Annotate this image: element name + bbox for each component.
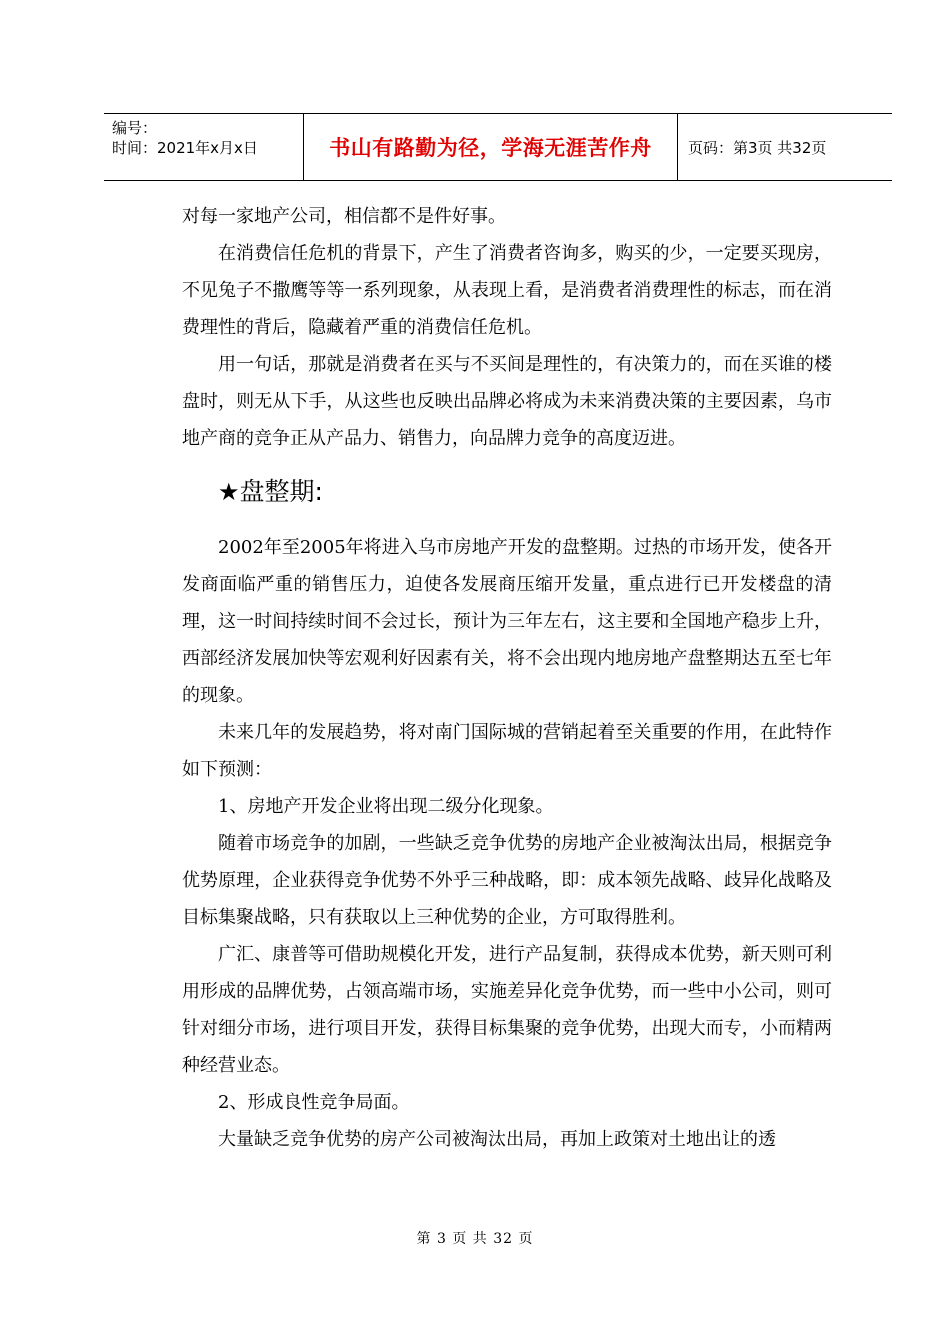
document-time-label: 时间：2021年x月x日 [112,139,258,157]
document-body [182,198,832,1158]
header-motto: 书山有路勤为径，学海无涯苦作舟 [304,114,678,180]
list-item-heading: 1、房地产开发企业将出现二级分化现象。 [218,796,554,817]
paragraph: 大量缺乏竞争优势的房产公司被淘汰出局，再加上政策对土地出让的透 [218,1129,776,1150]
list-item-heading: 2、形成良性竞争局面。 [218,1092,410,1113]
paragraph: 随着市场竞争的加剧，一些缺乏竞争优势的房地产企业被淘汰出局，根据竞争优势原理，企业获得竞争优势不外乎三种战略，即：成本领先战略、歧异化战略及目标集聚战略，只有获取以上三种优势的企业，方可取得胜利。 [182,833,832,928]
header-meta-cell [104,114,304,180]
page-footer: 第 3 页 共 32 页 [416,1231,534,1247]
paragraph: 在消费信任危机的背景下，产生了消费者咨询多，购买的少，一定要买现房，不见兔子不撒鹰等等一系列现象，从表现上看，是消费者消费理性的标志，而在消费理性的背后，隐藏着严重的消费信任危机。 [182,243,832,338]
document-number-label: 编号： [112,119,158,137]
paragraph: 用一句话，那就是消费者在买与不买间是理性的，有决策力的，而在买谁的楼盘时，则无从下手，从这些也反映出品牌必将成为未来消费决策的主要因素，乌市地产商的竞争正从产品力、销售力，向品牌力竞争的高度迈进。 [182,354,832,449]
document-header [104,113,892,181]
header-page-label: 页码：第3页 共32页 [688,138,827,157]
paragraph: 广汇、康普等可借助规模化开发，进行产品复制，获得成本优势，新天则可利用形成的品牌优势，占领高端市场，实施差异化竞争优势，而一些中小公司，则可针对细分市场，进行项目开发，获得目标集聚的竞争优势，出现大而专，小而精两种经营业态。 [182,944,832,1076]
paragraph: 2002年至2005年将进入乌市房地产开发的盘整期。过热的市场开发，使各开发商面临严重的销售压力，迫使各发展商压缩开发量，重点进行已开发楼盘的清理，这一时间持续时间不会过长，预计为三年左右，这主要和全国地产稳步上升，西部经济发展加快等宏观利好因素有关，将不会出现内地房地产盘整期达五至七年的现象。 [182,537,832,706]
section-title: 盘整期: [239,477,323,506]
paragraph: 对每一家地产公司，相信都不是件好事。 [182,206,506,227]
paragraph: 未来几年的发展趋势，将对南门国际城的营销起着至关重要的作用，在此特作如下预测： [182,722,832,780]
star-icon: ★ [218,478,240,506]
section-heading [182,463,832,521]
